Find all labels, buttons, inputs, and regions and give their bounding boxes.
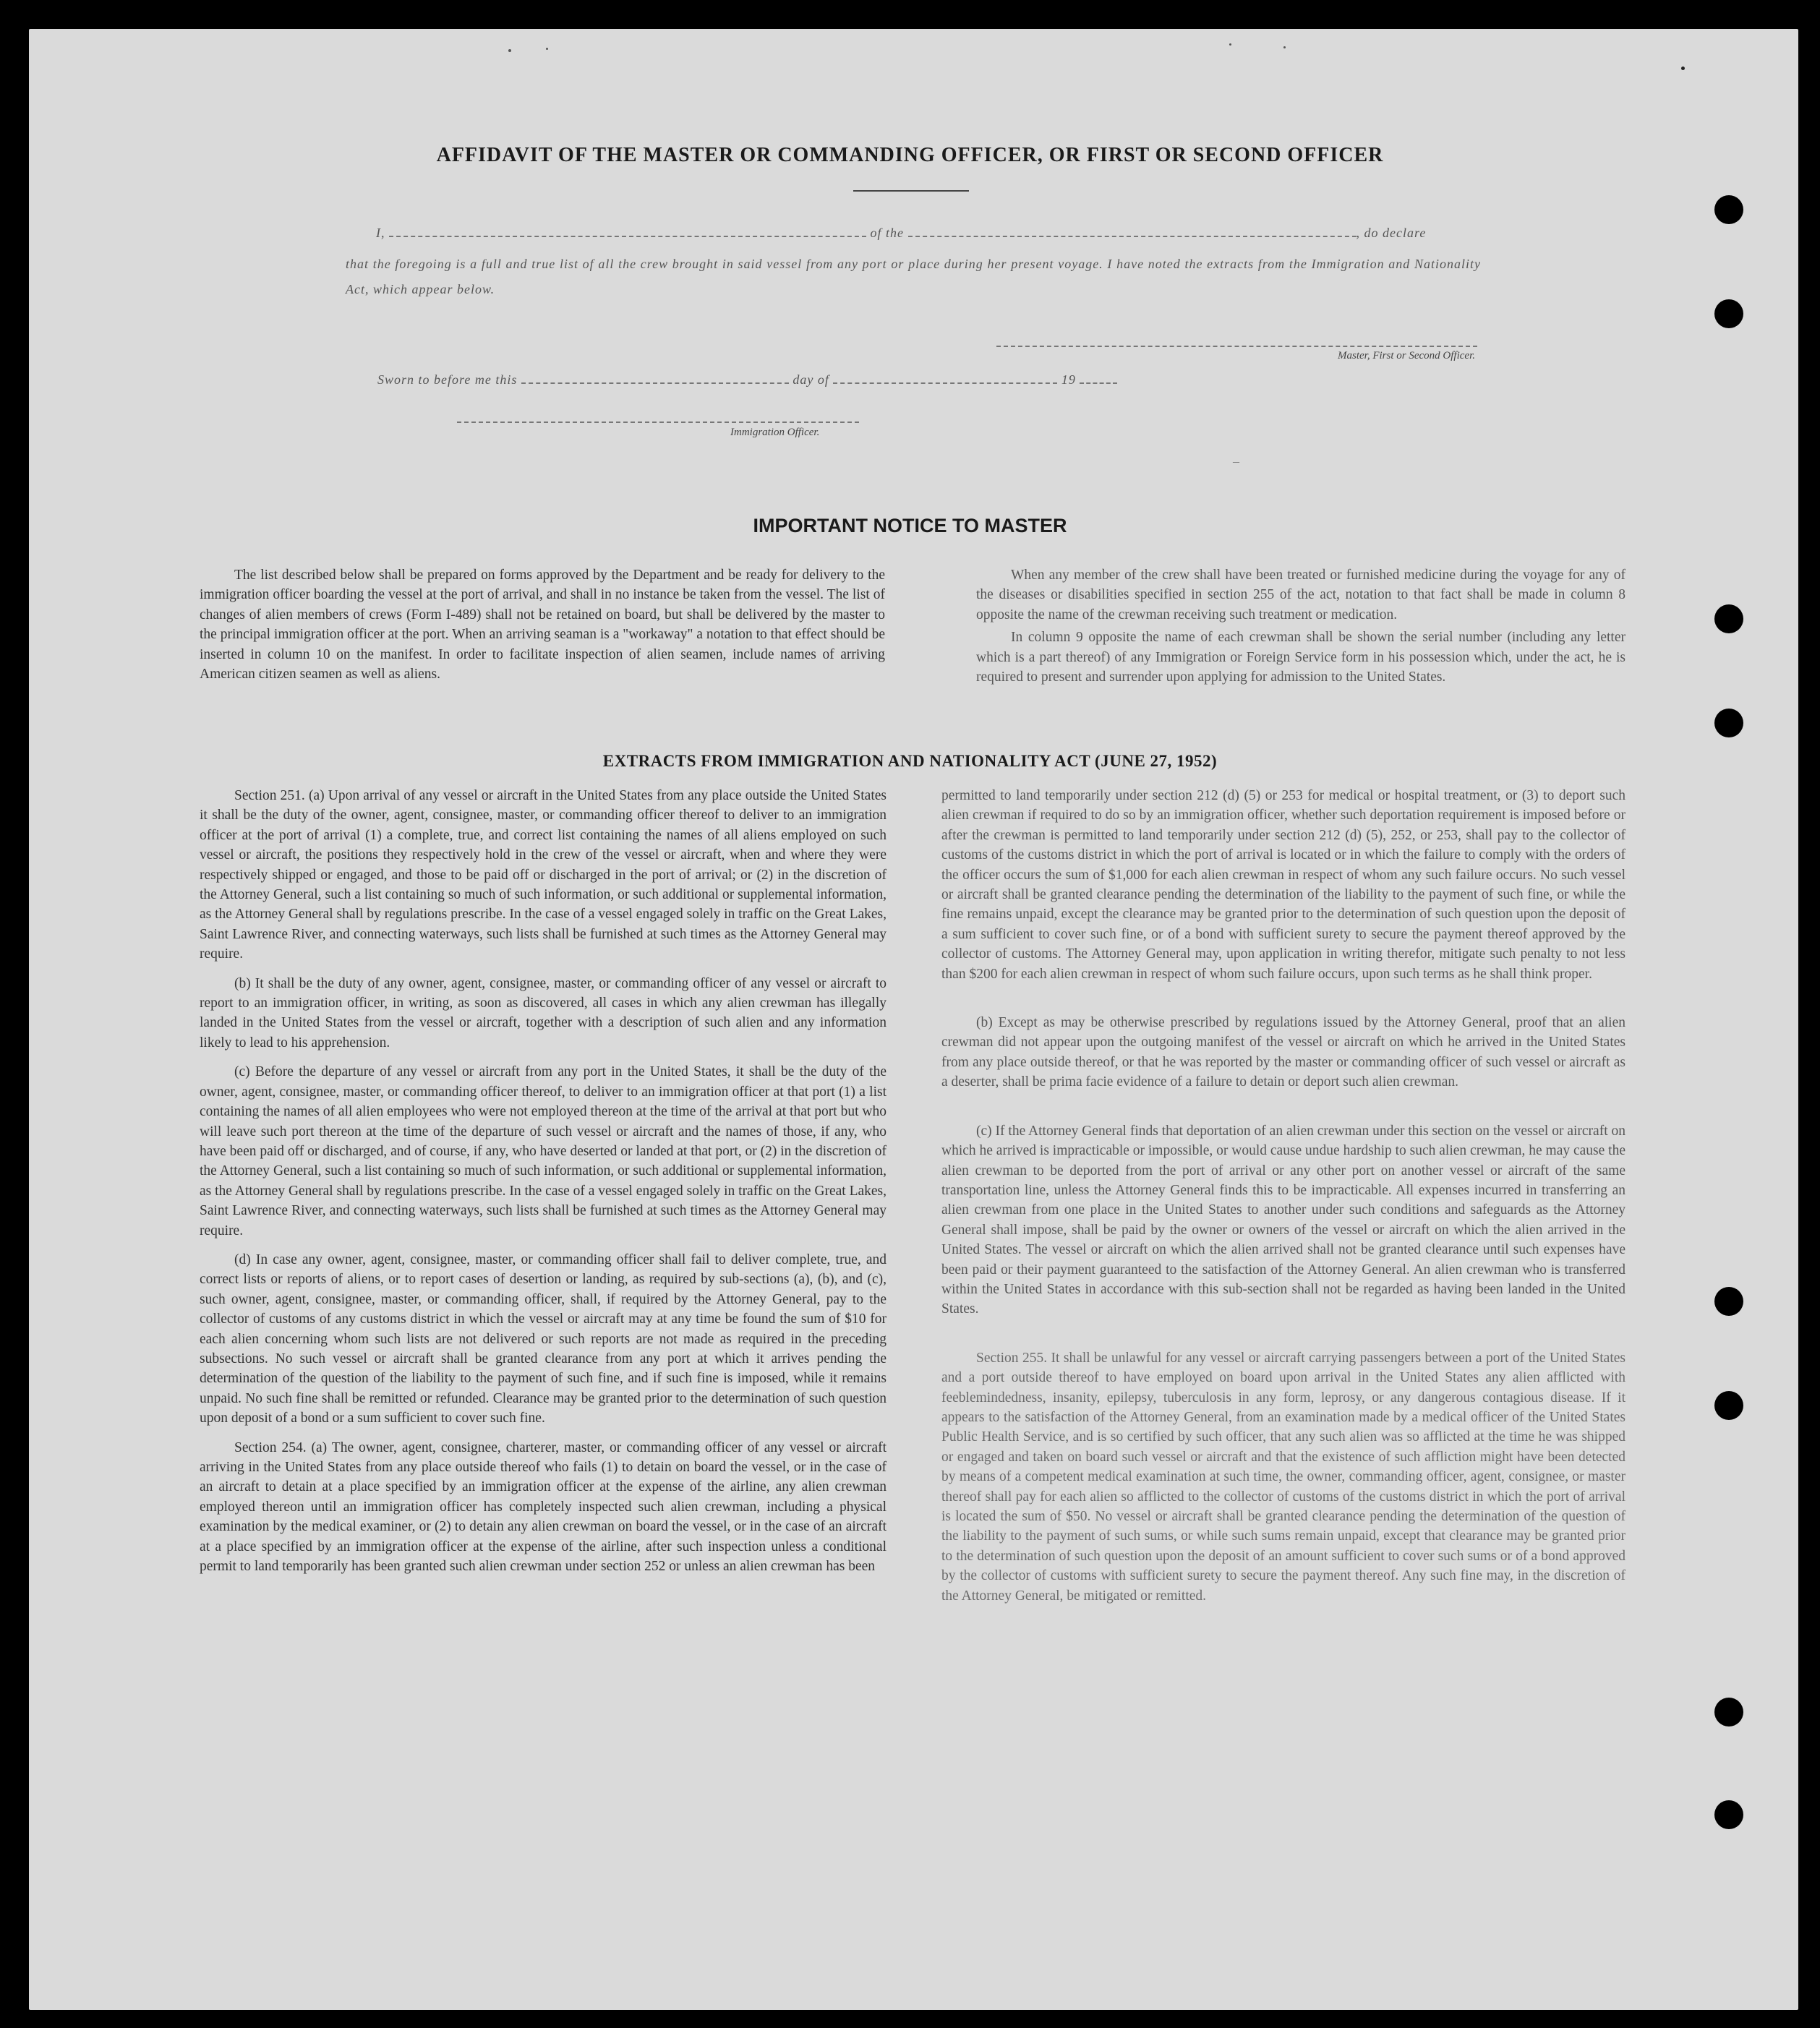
extracts-right-column xyxy=(941,786,1625,1615)
signature-line[interactable] xyxy=(996,346,1477,347)
scan-speck xyxy=(1283,46,1286,48)
section-255: Section 255. It shall be unlawful for any vessel or aircraft carrying passengers between a port of the United States and a port outside thereof to have employed on board upon arrival in the United States any alien afflicted with feeblemindedness, insanity, epilepsy, tuberculosis in any form, leprosy, or any dangerous contagious disease. If it appears to the satisfaction of the Attorney General, from an examination made by a medical officer of the United States Public Health Service, and is so certified by such officer, that any such alien was so afflicted at the time he was shipped or engaged and taken on board such vessel or aircraft and that the existence of such affliction might have been detected by means of a competent medical examination at such time, the owner, commanding officer, agent, consignee, or master thereof shall pay for each alien so afflicted to the collector of customs of the customs district in which the port of arrival is located the sum of $50. No vessel or aircraft shall be granted clearance pending the determination of the question of the liability to the payment of such sums, or while such sums remain unpaid, except that clearance may be granted prior to the determination of such question upon the deposit of an amount sufficient to cover such sums or of a bond approved by the collector of customs with sufficient surety to secure the payment thereof. Any such fine may, in the discretion of the Attorney General, be mitigated or remitted. xyxy=(941,1350,1625,1604)
section-251-b: (b) It shall be the duty of any owner, agent, consignee, master, or commanding officer of any vessel or aircraft to report to an immigration officer, in writing, as soon as discovered, all cases in which any alien crewman has illegally landed in the United States from the vessel or aircraft, together with a description of such alien and any information likely to lead to his apprehension. xyxy=(200,975,886,1051)
stray-mark: – xyxy=(1233,454,1239,469)
sworn-line xyxy=(377,372,1245,388)
notice-left-column xyxy=(200,565,885,693)
section-254-c: (c) If the Attorney General finds that deportation of an alien crewman under this section on the vessel or aircraft on which he arrived is impracticable or impossible, or would cause undue hardship to such alien crewman, he may cause the alien crewman to be deported from the port of arrival or any other port on another vessel or aircraft of the same transportation line, unless the Attorney General finds this to be impracticable. All expenses incurred in transferring an alien crewman from one place in the United States to another under such conditions and safeguards as the Attorney General shall impose, shall be paid by the owner or owners of the vessel or aircraft on which the alien arrived in the United States. The vessel or aircraft on which the alien arrived shall not be granted clearance until such expenses have been paid or their payment guaranteed to the satisfaction of the Attorney General. An alien crewman who is transferred within the United States in accordance with this sub-section shall not be regarded as having been landed in the United States. xyxy=(941,1123,1625,1317)
scan-speck xyxy=(1229,43,1231,46)
punch-hole xyxy=(1714,1800,1743,1829)
punch-hole xyxy=(1714,1287,1743,1316)
scan-speck xyxy=(1681,67,1685,70)
month-blank[interactable] xyxy=(833,372,1057,384)
punch-hole xyxy=(1714,1698,1743,1727)
punch-hole xyxy=(1714,709,1743,737)
signature-label: Master, First or Second Officer. xyxy=(1338,350,1475,361)
notice-right-paragraph-1: When any member of the crew shall have been treated or furnished medicine during the voyage for any of the diseases or disabilities specified in section 255 of the act, notation to that fact shall be made in column 8 opposite the name of the crewman receiving such treatment or medication. xyxy=(976,568,1625,622)
notice-right-paragraph-2: In column 9 opposite the name of each crewman shall be shown the serial number (including any letter which is a part thereof) of any Immigration or Foreign Service form in his possession which, under the act, he is required to present and surrender upon applying for admission to the United States. xyxy=(976,630,1625,685)
section-254-a-continued: permitted to land temporarily under section 212 (d) (5) or 253 for medical or hospital treatment, or (3) to deport such alien crewman if required to do so by an immigration officer, whether such deportation requirement is imposed before or after the crewman is permitted to land temporarily under section 212 (d) (5), 252, or 253, shall pay to the collector of customs of the customs district in which the port of arrival is located or in which the failure to comply with the orders of the officer occurs the sum of $1,000 for each alien crewman in respect of whom any such failure occurs. No such vessel or aircraft shall be granted clearance pending the determination of the liability to the payment of such fine, or while the fine remains unpaid, except the clearance may be granted prior to the determination of such question upon the deposit of a sum sufficient to cover such fine, or of a bond with sufficient surety to secure the payment thereof approved by the collector of customs. The Attorney General may, upon application in writing therefor, mitigate such penalty to not less than $200 for each alien crewman in respect of whom such failure occurs, upon such terms as he shall think proper. xyxy=(941,788,1625,982)
affidavit-title: AFFIDAVIT OF THE MASTER OR COMMANDING OFFICER, OR FIRST OR SECOND OFFICER xyxy=(436,144,1384,166)
scan-speck xyxy=(508,49,511,52)
punch-hole xyxy=(1714,604,1743,633)
affidavit-body: that the foregoing is a full and true list of all the crew brought in said vessel from any port or place during her present voyage. I have noted the extracts from the Immigration and Nationality Act, which appear below. xyxy=(346,257,1481,296)
year-label: 19 xyxy=(1061,372,1076,387)
scan-speck xyxy=(546,48,548,50)
punch-hole xyxy=(1714,1391,1743,1420)
punch-hole xyxy=(1714,299,1743,328)
name-blank[interactable] xyxy=(389,226,866,237)
notice-title: IMPORTANT NOTICE TO MASTER xyxy=(753,515,1067,536)
do-declare-label: , do declare xyxy=(1356,226,1427,240)
vessel-blank[interactable] xyxy=(908,226,1357,237)
sworn-label: Sworn to before me this xyxy=(377,372,518,387)
section-251-d: (d) In case any owner, agent, consignee, master, or commanding officer shall fail to deliver complete, true, and correct lists or reports of aliens, or to report cases of desertion or landing, as required by sub-sections (a), (b), and (c), such owner, agent, consignee, master, or commanding officer, shall, if required by the Attorney General, pay to the collector of customs of any customs district in which the vessel or aircraft may at any time be found the sum of $10 for each alien concerning whom such lists are not delivered or such reports are not made as required in the preceding subsections. No such vessel or aircraft shall be granted clearance from any port at which it arrives pending the determination of the question of the liability to the payment of such fine, and if such fine is imposed, while it remains unpaid. No such fine shall be remitted or refunded. Clearance may be granted prior to the determination of such question upon deposit of a bond or a sum sufficient to cover such fine. xyxy=(200,1252,886,1426)
extracts-title: EXTRACTS FROM IMMIGRATION AND NATIONALITY ACT (JUNE 27, 1952) xyxy=(602,752,1218,770)
affidavit-declaration-line xyxy=(376,226,1482,241)
day-blank[interactable] xyxy=(521,372,789,384)
day-of-label: day of xyxy=(792,372,829,387)
punch-hole xyxy=(1714,195,1743,224)
year-blank[interactable] xyxy=(1080,372,1117,384)
section-254-b: (b) Except as may be otherwise prescribed by regulations issued by the Attorney General, proof that an alien crewman did not appear upon the outgoing manifest of the vessel or aircraft on which he arrived in the United States from any place outside thereof, or that he was reported by the master or commanding officer of such vessel or aircraft as a deserter, shall be prima facie evidence of a failure to detain or deport such alien crewman. xyxy=(941,1015,1625,1090)
notice-right-column xyxy=(976,565,1625,696)
title-divider xyxy=(853,190,969,192)
i-label: I, xyxy=(376,226,385,240)
officer-label: Immigration Officer. xyxy=(730,427,820,438)
section-251-a: Section 251. (a) Upon arrival of any vessel or aircraft in the United States from any place outside the United States it shall be the duty of the owner, agent, consignee, master, or commanding officer thereof to deliver to an immigration officer at the port of arrival (1) a complete, true, and correct list containing the names of all aliens employed on such vessel or aircraft, the positions they respectively hold in the crew of the vessel or aircraft, when and where they were respectively shipped or engaged, and those to be paid off or discharged in the port of arrival; or (2) in the discretion of the Attorney General, such a list containing so much of such information, or such additional or supplemental information, as the Attorney General shall by regulations prescribe. In the case of a vessel engaged solely in traffic on the Great Lakes, Saint Lawrence River, and connecting waterways, such lists shall be furnished at such times as the Attorney General may require. xyxy=(200,788,886,962)
notice-left-paragraph: The list described below shall be prepared on forms approved by the Department and be ready for delivery to the immigration officer boarding the vessel at the port of arrival, and shall in no instance be taken from the vessel. The list of changes of alien members of crews (Form I-489) shall not be retained on board, but shall be delivered by the master to the principal immigration officer at the port. When an arriving seaman is a "workaway" a notation to that effect should be inserted in column 10 on the manifest. In order to facilitate inspection of alien seamen, include names of arriving American citizen seamen as well as aliens. xyxy=(200,568,885,683)
extracts-left-column xyxy=(200,786,886,1586)
section-254-a: Section 254. (a) The owner, agent, consignee, charterer, master, or commanding officer of any vessel or aircraft arriving in the United States from any place outside thereof who fails (1) to detain on board the vessel, or in the case of an aircraft to detain at a place specified by an immigration officer at the expense of the airline, any alien crewman employed thereon until an immigration officer has completely inspected such alien crewman, including a physical examination by the medical examiner, or (2) to detain any alien crewman on board the vessel, or in the case of an aircraft at a place specified by an immigration officer at the expense of the airline, after such inspection unless a conditional permit to land temporarily has been granted such alien crewman under section 252 or unless an alien crewman has been xyxy=(200,1439,886,1575)
officer-signature-line[interactable] xyxy=(457,422,859,423)
of-the-label: of the xyxy=(870,226,904,240)
section-251-c: (c) Before the departure of any vessel or aircraft from any port in the United States, it shall be the duty of the owner, agent, consignee, master, or commanding officer thereof, to deliver to an immigration officer at that port (1) a list containing the names of all alien employees who were not employed thereon at the time of the arrival at that port but who will leave such port thereon at the time of the departure of such vessel or aircraft and the names of those, if any, who have been paid off or discharged, and of course, if any, who have deserted or landed at that port, or (2) in the discretion of the Attorney General, such a list containing so much of such information, or such additional or supplemental information, as the Attorney General shall by regulations prescribe. In the case of a vessel engaged solely in traffic on the Great Lakes, Saint Lawrence River, and connecting waterways, such lists shall be furnished at such times as the Attorney General may require. xyxy=(200,1064,886,1238)
